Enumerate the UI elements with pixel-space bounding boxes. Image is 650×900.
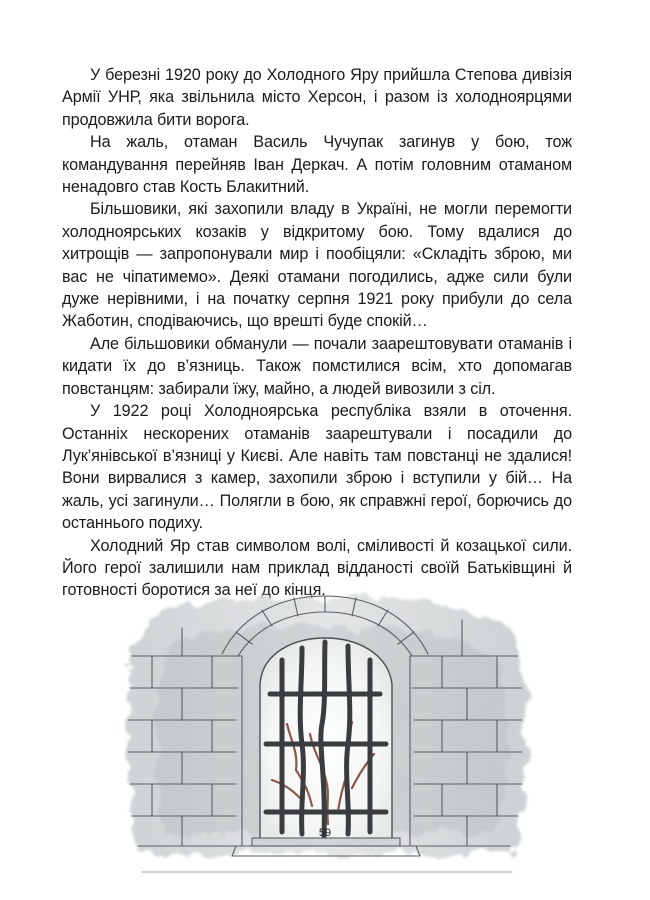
prison-window-illustration: [112, 584, 538, 884]
window-sill: [252, 838, 400, 846]
paragraph-3: Більшовики, які захопили владу в Україні, не могли перемогти холодноярських козаків у відкритому бою. Тому вдалися до хитрощів — запропонували мир і пообіцяли: «Складіть зброю, ми вас не чіпатимемо». Деякі отамани погодились, адже сили були дуже нерівними, і на початку серпня 1921 року прибули до села Жаботин, сподіваючись, що врешті буде спокій…: [62, 200, 572, 331]
paragraph-5: У 1922 році Холодноярська республіка взяли в оточення. Останніх нескорених отаманів заарештували і посадили до Лук’янівської в’язниці у Києві. Але навіть там повстанці не здалися! Вони вирвалися з камер, захопили зброю і вступили у бій… На жаль, усі загинули… Полягли в бою, як справжні герої, борючись до останнього подиху.: [62, 402, 572, 533]
story-text: [62, 64, 572, 602]
paragraph-1: У березні 1920 року до Холодного Яру прийшла Степова дивізія Армії УНР, яка звільнила місто Херсон, і разом із холодноярцями продовжила бити ворога.: [62, 66, 572, 129]
paragraph-2: На жаль, отаман Василь Чучупак загинув у бою, тож командування перейняв Іван Деркач. А потім головним отаманом ненадовго став Кость Блакитний.: [62, 133, 572, 197]
paragraph-4: Але більшовики обманули — почали заарештовувати отаманів і кидати їх до в’язниць. Також помстилися всім, хто допомагав повстанцям: забирали їжу, майно, а людей вивозили з сіл.: [62, 334, 572, 398]
page-number: 59: [318, 827, 332, 839]
paragraph-6: Холодний Яр став символом волі, сміливості й козацької сили. Його герої залишили нам приклад відданості своїй Батьківщині й готовності боротися за неї до кінця.: [62, 536, 572, 600]
